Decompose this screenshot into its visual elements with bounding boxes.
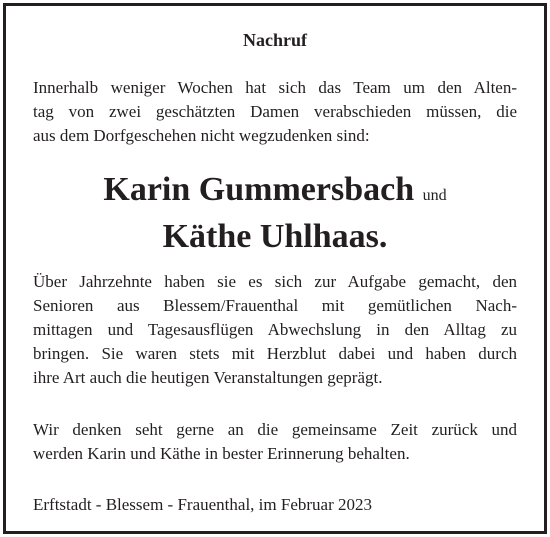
notice-border	[3, 3, 547, 534]
place-and-date: Erftstadt - Blessem - Frauenthal, im Februar 2023	[33, 495, 372, 514]
deceased-name-first: Karin Gummersbach	[103, 171, 415, 208]
deceased-name-second: Käthe Uhlhaas.	[162, 218, 388, 255]
deceased-name-first-row	[33, 171, 517, 215]
intro-paragraph	[33, 76, 517, 148]
body-line: mittagen und Tagesausflügen Abwechslung in den Alltag zu	[33, 320, 517, 339]
closing-line: werden Karin und Käthe in bester Erinnerung behalten.	[33, 444, 410, 463]
intro-line: Innerhalb weniger Wochen hat sich das Team um den Alten-	[33, 78, 517, 97]
body-line: bringen. Sie waren stets mit Herzblut dabei und haben durch	[33, 344, 517, 363]
body-paragraph	[33, 270, 517, 390]
body-line: Über Jahrzehnte haben sie es sich zur Aufgabe gemacht, den	[33, 272, 517, 291]
closing-line: Wir denken seht gerne an die gemeinsame Zeit zurück und	[33, 420, 517, 439]
body-line: ihre Art auch die heutigen Veranstaltungen geprägt.	[33, 368, 383, 387]
notice-heading: Nachruf	[243, 30, 307, 50]
body-line: Senioren aus Blessem/Frauenthal mit gemütlichen Nach-	[33, 296, 517, 315]
intro-line: aus dem Dorfgeschehen nicht wegzudenken sind:	[33, 126, 370, 145]
intro-line: tag von zwei geschätzten Damen verabschieden müssen, die	[33, 102, 517, 121]
name-conjunction: und	[422, 187, 447, 204]
closing-paragraph	[33, 418, 517, 466]
